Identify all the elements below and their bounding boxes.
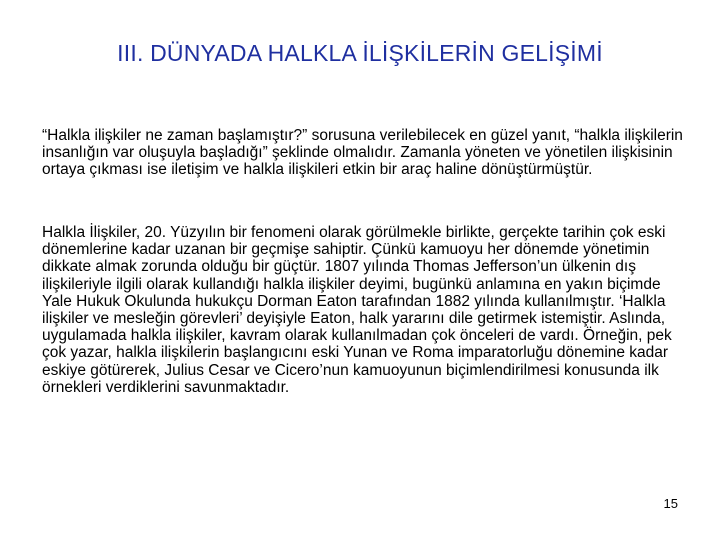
slide-title: III. DÜNYADA HALKLA İLİŞKİLERİN GELİŞİMİ [117,40,603,66]
body-paragraph-1: “Halkla ilişkiler ne zaman başlamıştır?” sorusuna verilebilecek en güzel yanıt, “halkla ilişkilerin insanlığın var oluşuyla başladığı” şeklinde olmalıdır. Zamanla yöneten ve yönetilen ilişkisinin ortaya çıkması ise iletişim ve halkla ilişkileri etkin bir araç haline dönüştürmüştür. [42,127,683,179]
page-number: 15 [663,496,678,511]
body-paragraph-2: Halkla İlişkiler, 20. Yüzyılın bir fenomeni olarak görülmekle birlikte, gerçekte tarihin çok eski dönemlerine kadar uzanan bir geçmişe sahiptir. Çünkü kamuoyu her dönemde yönetimin dikkate almak zorunda olduğu bir güçtür. 1807 yılında Thomas Jefferson’un ülkenin dış ilişkileriyle ilgili olarak kullandığı halkla ilişkiler deyimi, bugünkü anlamına en yakın biçimde Yale Hukuk Okulunda hukukçu Dorman Eaton tarafından 1882 yılında kullanılmıştır. ‘Halkla ilişkiler ve mesleğin görevleri’ deyişiyle Eaton, halk yararını dile getirmek istemiştir. Aslında, uygulamada halkla ilişkiler, kavram olarak kullanılmadan çok önceleri de vardı. Örneğin, pek çok yazar, halkla ilişkilerin başlangıcını eski Yunan ve Roma imparatorluğu dönemine kadar eskiye götürerek, Julius Cesar ve Cicero’nun kamuoyunun biçimlendirilmesi konusunda ilk örnekleri verdiklerini savunmaktadır. [42,224,672,396]
